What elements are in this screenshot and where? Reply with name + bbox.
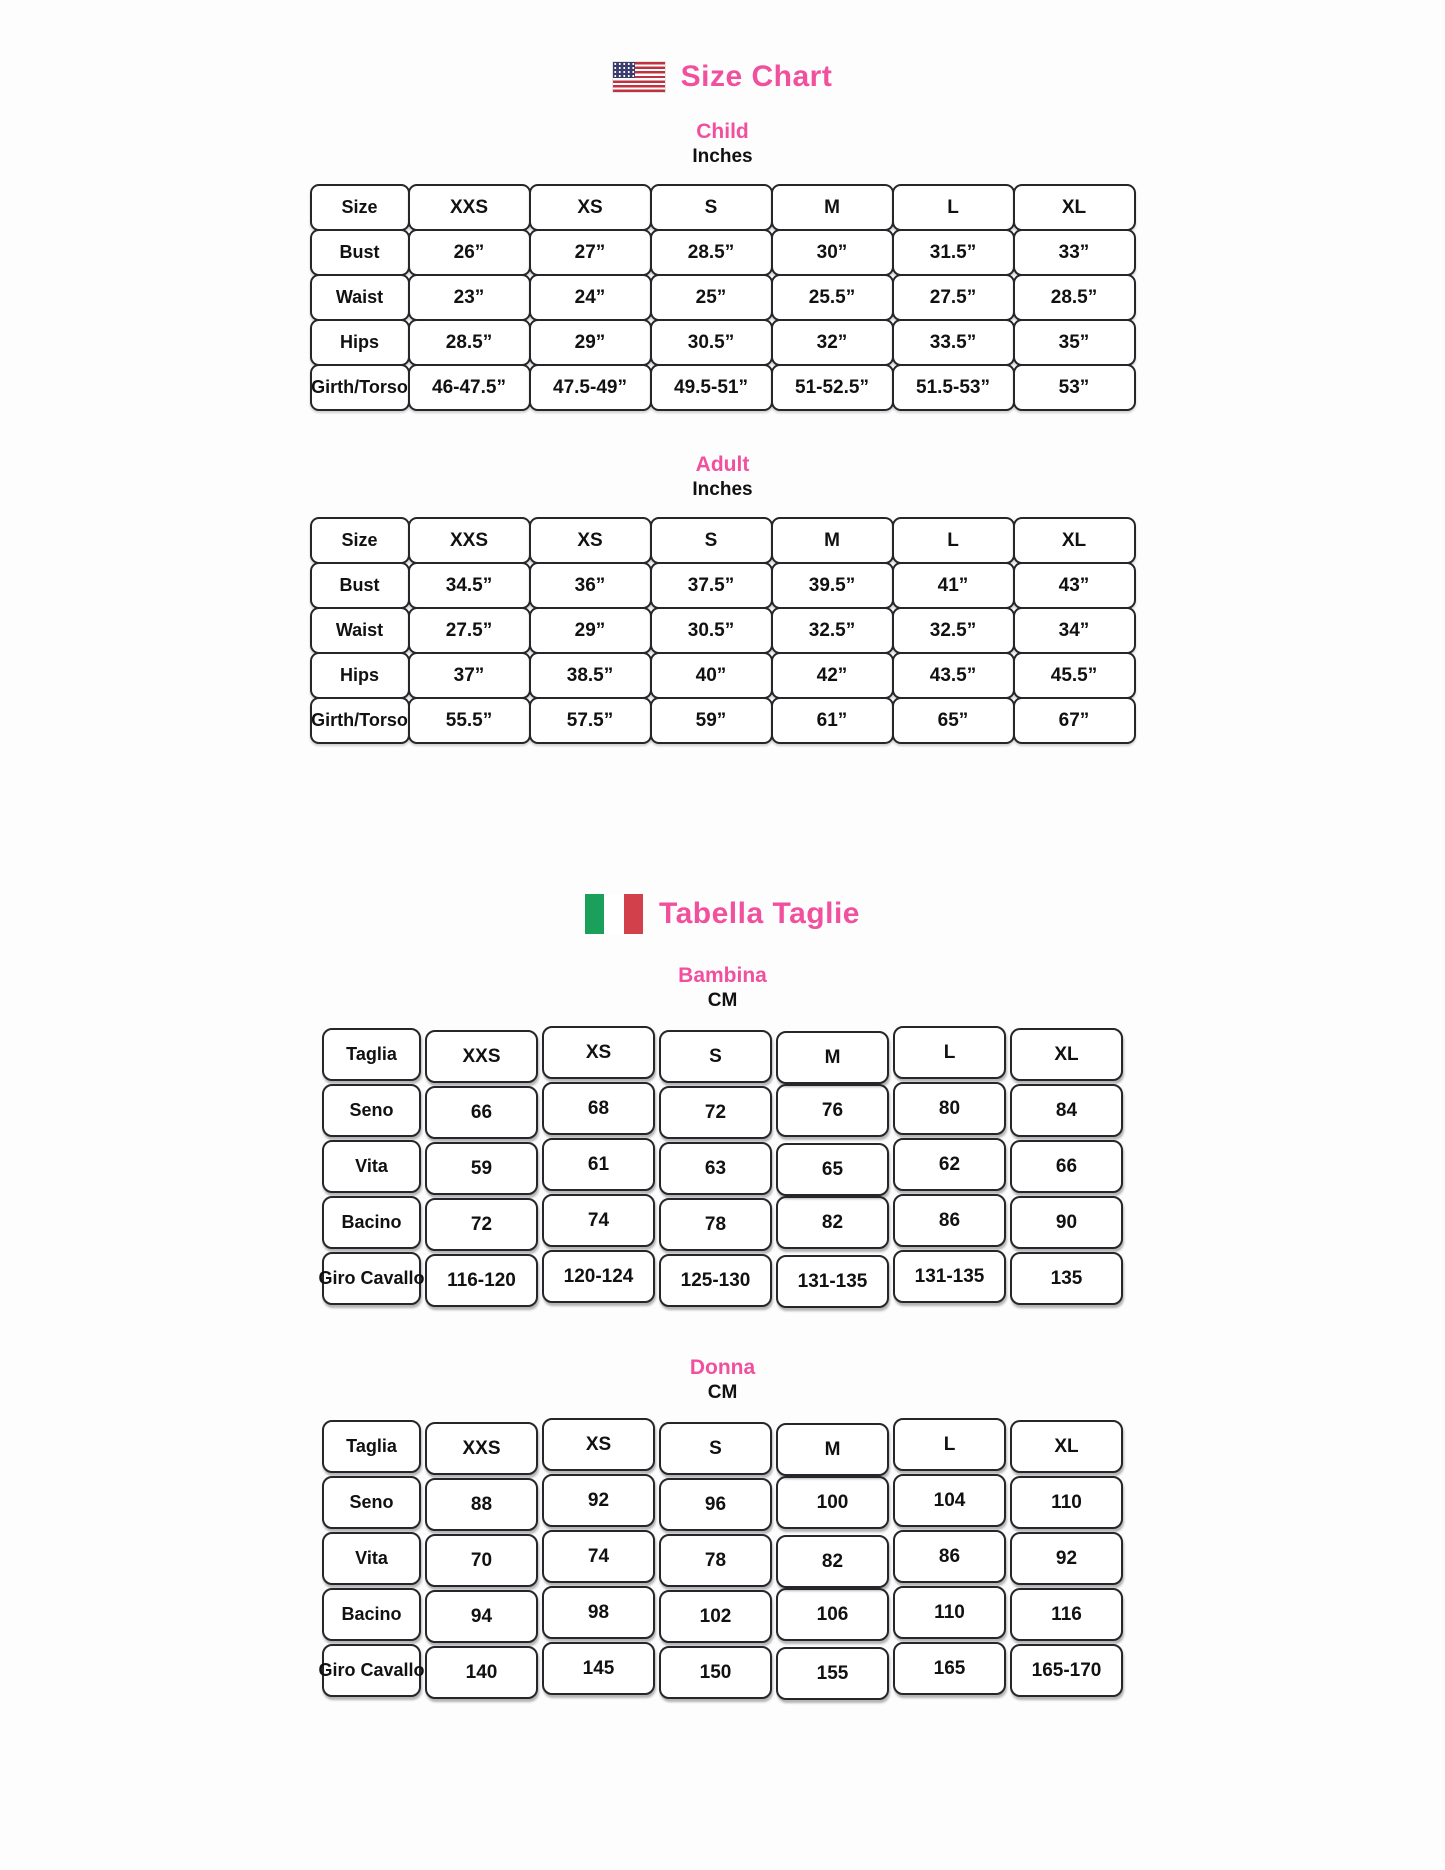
value-cell: 25.5”	[771, 274, 894, 321]
value-cell: 39.5”	[771, 562, 894, 609]
value-cell: 30”	[771, 229, 894, 276]
table-row	[322, 1588, 1123, 1641]
size-header-cell: XXS	[425, 1030, 538, 1083]
value-cell: 116	[1010, 1588, 1123, 1641]
donna-unit: CM	[707, 1382, 738, 1403]
value-cell: 84	[1010, 1084, 1123, 1137]
size-header-cell: Size	[310, 184, 410, 231]
value-cell: 32.5”	[771, 607, 894, 654]
value-cell: 94	[425, 1590, 538, 1643]
value-cell: 66	[1010, 1140, 1123, 1193]
size-header-cell: XL	[1010, 1028, 1123, 1081]
value-cell: 41”	[892, 562, 1015, 609]
row-label-cell: Vita	[322, 1140, 421, 1193]
value-cell: 43”	[1013, 562, 1136, 609]
value-cell: 28.5”	[1013, 274, 1136, 321]
value-cell: 26”	[408, 229, 531, 276]
value-cell: 28.5”	[408, 319, 531, 366]
bambina-unit: CM	[707, 990, 738, 1011]
size-header-cell: L	[892, 184, 1015, 231]
size-header-cell: S	[659, 1030, 772, 1083]
value-cell: 74	[542, 1194, 655, 1247]
value-cell: 125-130	[659, 1254, 772, 1307]
size-header-cell: Taglia	[322, 1028, 421, 1081]
size-header-cell: XXS	[408, 517, 531, 564]
value-cell: 78	[659, 1534, 772, 1587]
value-cell: 82	[776, 1196, 889, 1249]
value-cell: 24”	[529, 274, 652, 321]
header-row	[322, 1420, 1123, 1473]
value-cell: 33”	[1013, 229, 1136, 276]
row-label-cell: Hips	[310, 319, 410, 366]
size-header-cell: XXS	[408, 184, 531, 231]
value-cell: 86	[893, 1530, 1006, 1583]
value-cell: 92	[1010, 1532, 1123, 1585]
us-section	[0, 60, 1445, 744]
value-cell: 57.5”	[529, 697, 652, 744]
value-cell: 165-170	[1010, 1644, 1123, 1697]
adult-subtitle: Adult	[695, 453, 750, 476]
row-label-cell: Hips	[310, 652, 410, 699]
value-cell: 30.5”	[650, 607, 773, 654]
value-cell: 106	[776, 1588, 889, 1641]
value-cell: 59”	[650, 697, 773, 744]
value-cell: 29”	[529, 319, 652, 366]
value-cell: 25”	[650, 274, 773, 321]
adult-size-table	[0, 517, 1445, 744]
size-header-cell: M	[771, 517, 894, 564]
value-cell: 96	[659, 1478, 772, 1531]
value-cell: 55.5”	[408, 697, 531, 744]
value-cell: 65”	[892, 697, 1015, 744]
value-cell: 78	[659, 1198, 772, 1251]
bambina-size-table	[0, 1028, 1445, 1308]
table-row	[322, 1084, 1123, 1137]
row-label-cell: Waist	[310, 274, 410, 321]
value-cell: 29”	[529, 607, 652, 654]
value-cell: 110	[893, 1586, 1006, 1639]
value-cell: 80	[893, 1082, 1006, 1135]
donna-size-table	[0, 1420, 1445, 1700]
value-cell: 74	[542, 1530, 655, 1583]
value-cell: 59	[425, 1142, 538, 1195]
table-row	[322, 1532, 1123, 1585]
value-cell: 90	[1010, 1196, 1123, 1249]
value-cell: 28.5”	[650, 229, 773, 276]
value-cell: 165	[893, 1642, 1006, 1695]
value-cell: 82	[776, 1535, 889, 1588]
value-cell: 145	[542, 1642, 655, 1695]
size-header-cell: XS	[542, 1026, 655, 1079]
value-cell: 155	[776, 1647, 889, 1700]
table-row	[310, 364, 1136, 411]
table-row	[322, 1476, 1123, 1529]
header-row	[310, 184, 1136, 231]
size-header-cell: S	[650, 517, 773, 564]
value-cell: 66	[425, 1086, 538, 1139]
value-cell: 131-135	[776, 1255, 889, 1308]
value-cell: 92	[542, 1474, 655, 1527]
italy-flag-red-band	[624, 894, 643, 934]
value-cell: 62	[893, 1138, 1006, 1191]
donna-subtitle: Donna	[689, 1356, 756, 1379]
value-cell: 150	[659, 1646, 772, 1699]
value-cell: 61	[542, 1138, 655, 1191]
size-header-cell: S	[659, 1422, 772, 1475]
value-cell: 51.5-53”	[892, 364, 1015, 411]
size-header-cell: Size	[310, 517, 410, 564]
header-row	[322, 1028, 1123, 1081]
value-cell: 135	[1010, 1252, 1123, 1305]
value-cell: 140	[425, 1646, 538, 1699]
value-cell: 23”	[408, 274, 531, 321]
value-cell: 49.5-51”	[650, 364, 773, 411]
value-cell: 67”	[1013, 697, 1136, 744]
value-cell: 43.5”	[892, 652, 1015, 699]
row-label-cell: Bust	[310, 229, 410, 276]
value-cell: 27”	[529, 229, 652, 276]
value-cell: 110	[1010, 1476, 1123, 1529]
value-cell: 116-120	[425, 1254, 538, 1307]
table-row	[318, 1252, 1123, 1305]
value-cell: 68	[542, 1082, 655, 1135]
value-cell: 30.5”	[650, 319, 773, 366]
size-header-cell: L	[892, 517, 1015, 564]
value-cell: 100	[776, 1476, 889, 1529]
table-row	[310, 274, 1136, 321]
value-cell: 32”	[771, 319, 894, 366]
table-row	[310, 697, 1136, 744]
size-header-cell: M	[771, 184, 894, 231]
child-size-table	[0, 184, 1445, 411]
italian-section	[0, 894, 1445, 1700]
value-cell: 31.5”	[892, 229, 1015, 276]
value-cell: 70	[425, 1534, 538, 1587]
value-cell: 53”	[1013, 364, 1136, 411]
size-header-cell: M	[776, 1423, 889, 1476]
value-cell: 45.5”	[1013, 652, 1136, 699]
value-cell: 27.5”	[892, 274, 1015, 321]
child-unit: Inches	[692, 146, 753, 167]
row-label-cell: Girth/Torso	[310, 697, 410, 744]
us-flag-icon	[613, 62, 665, 92]
value-cell: 104	[893, 1474, 1006, 1527]
table-row	[322, 1196, 1123, 1249]
value-cell: 36”	[529, 562, 652, 609]
row-label-cell: Seno	[322, 1084, 421, 1137]
row-label-cell: Bacino	[322, 1196, 421, 1249]
size-header-cell: Taglia	[322, 1420, 421, 1473]
table-row	[310, 607, 1136, 654]
value-cell: 72	[425, 1198, 538, 1251]
it-section-title: Tabella Taglie	[659, 897, 860, 930]
table-row	[310, 652, 1136, 699]
row-label-cell: Bacino	[322, 1588, 421, 1641]
size-header-cell: M	[776, 1031, 889, 1084]
it-title-row	[0, 894, 1445, 934]
value-cell: 38.5”	[529, 652, 652, 699]
value-cell: 47.5-49”	[529, 364, 652, 411]
size-header-cell: XS	[542, 1418, 655, 1471]
header-row	[310, 517, 1136, 564]
value-cell: 61”	[771, 697, 894, 744]
value-cell: 63	[659, 1142, 772, 1195]
adult-unit: Inches	[692, 479, 753, 500]
value-cell: 34”	[1013, 607, 1136, 654]
size-header-cell: XS	[529, 184, 652, 231]
row-label-cell: Bust	[310, 562, 410, 609]
value-cell: 102	[659, 1590, 772, 1643]
row-label-cell: Waist	[310, 607, 410, 654]
value-cell: 86	[893, 1194, 1006, 1247]
size-header-cell: XL	[1013, 517, 1136, 564]
table-row	[310, 562, 1136, 609]
italy-flag-green-band	[585, 894, 604, 934]
size-header-cell: XL	[1013, 184, 1136, 231]
row-label-cell: Vita	[322, 1532, 421, 1585]
value-cell: 34.5”	[408, 562, 531, 609]
value-cell: 131-135	[893, 1250, 1006, 1303]
value-cell: 72	[659, 1086, 772, 1139]
size-header-cell: XXS	[425, 1422, 538, 1475]
table-row	[310, 319, 1136, 366]
italy-flag-icon	[585, 894, 643, 934]
italy-flag-white-band	[604, 894, 623, 934]
table-row	[322, 1140, 1123, 1193]
value-cell: 27.5”	[408, 607, 531, 654]
table-row	[318, 1644, 1123, 1697]
row-label-cell: Giro Cavallo	[322, 1644, 421, 1697]
value-cell: 33.5”	[892, 319, 1015, 366]
bambina-subtitle: Bambina	[678, 964, 767, 987]
size-header-cell: L	[893, 1418, 1006, 1471]
value-cell: 46-47.5”	[408, 364, 531, 411]
value-cell: 37.5”	[650, 562, 773, 609]
value-cell: 51-52.5”	[771, 364, 894, 411]
row-label-cell: Seno	[322, 1476, 421, 1529]
row-label-cell: Girth/Torso	[310, 364, 410, 411]
us-section-title: Size Chart	[680, 60, 833, 93]
value-cell: 35”	[1013, 319, 1136, 366]
value-cell: 32.5”	[892, 607, 1015, 654]
value-cell: 88	[425, 1478, 538, 1531]
row-label-cell: Giro Cavallo	[322, 1252, 421, 1305]
size-header-cell: L	[893, 1026, 1006, 1079]
size-header-cell: S	[650, 184, 773, 231]
value-cell: 37”	[408, 652, 531, 699]
child-subtitle: Child	[696, 120, 749, 143]
size-header-cell: XS	[529, 517, 652, 564]
size-header-cell: XL	[1010, 1420, 1123, 1473]
value-cell: 98	[542, 1586, 655, 1639]
value-cell: 40”	[650, 652, 773, 699]
value-cell: 76	[776, 1084, 889, 1137]
us-title-row	[0, 60, 1445, 94]
value-cell: 42”	[771, 652, 894, 699]
table-row	[310, 229, 1136, 276]
value-cell: 120-124	[542, 1250, 655, 1303]
value-cell: 65	[776, 1143, 889, 1196]
